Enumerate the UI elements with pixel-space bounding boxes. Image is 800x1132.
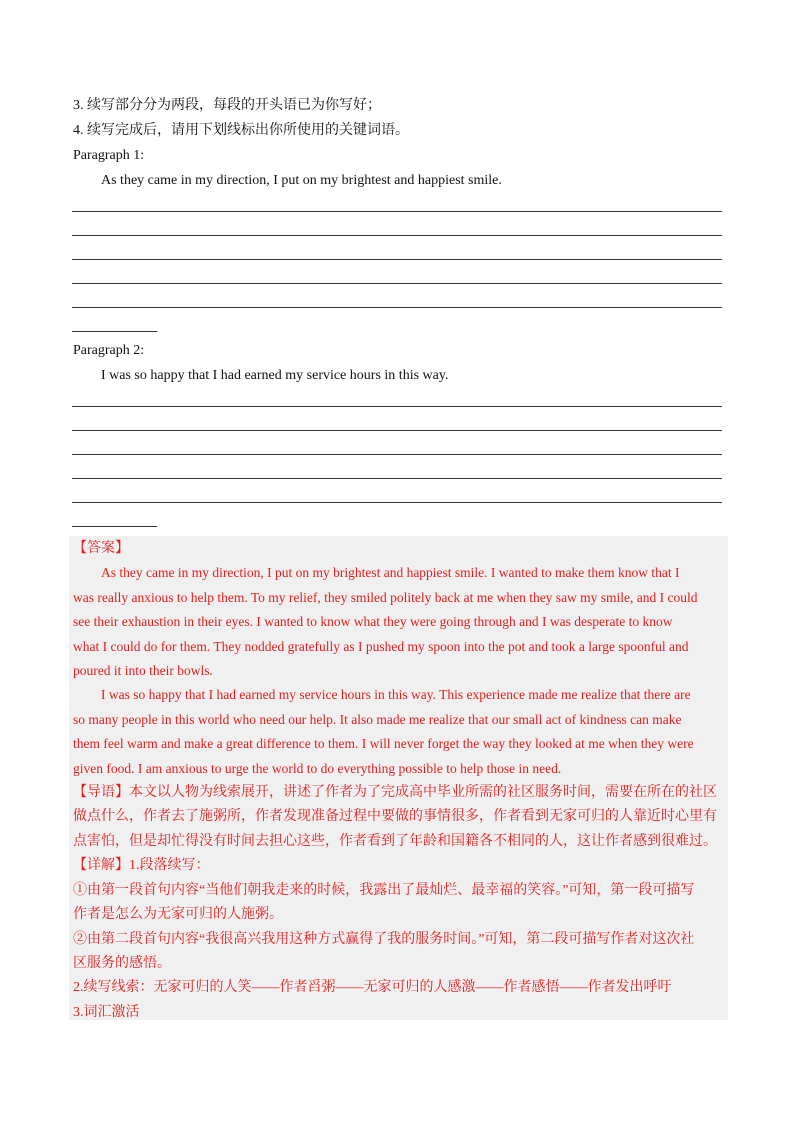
answer-p1-line: see their exhaustion in their eyes. I wanted to know what they were going through and I was desperate to know	[73, 614, 673, 630]
writing-line	[72, 283, 722, 284]
detail-line: ②由第二段首句内容“我很高兴我用这种方式赢得了我的服务时间。”可知，第二段可描写作者对这次社	[73, 931, 695, 947]
paragraph2-label: Paragraph 2:	[73, 343, 145, 358]
answer-p1-line: was really anxious to help them. To my relief, they smiled politely back at me when they saw my smile, and I could	[73, 589, 698, 605]
answer-content	[73, 537, 723, 1025]
answer-p2-line: given food. I am anxious to urge the world to do everything possible to help those in need.	[73, 760, 562, 776]
writing-line	[72, 211, 722, 212]
answer-p1-line: poured it into their bowls.	[73, 663, 213, 679]
writing-line	[72, 259, 722, 260]
guide-line: 【导语】本文以人物为线索展开，讲述了作者为了完成高中毕业所需的社区服务时间，需要在所在的社区	[73, 785, 717, 801]
guide-line: 做点什么，作者去了施粥所，作者发现准备过程中要做的事情很多，作者看到无家可归的人靠近时心里有	[73, 809, 717, 825]
detail-line: 2.续写线索：无家可归的人笑——作者舀粥——无家可归的人感激——作者感悟——作者发出呼吁	[73, 980, 672, 996]
detail-line: 作者是怎么为无家可归的人施粥。	[73, 907, 283, 923]
writing-line	[72, 235, 722, 236]
writing-line-short	[72, 331, 157, 332]
writing-line-short	[72, 526, 157, 527]
detail-line: 【详解】1.段落续写：	[73, 858, 210, 874]
writing-line	[72, 502, 722, 503]
answer-p2-line: I was so happy that I had earned my service hours in this way. This experience made me realize that there are	[101, 687, 691, 703]
paragraph1-opening: As they came in my direction, I put on my brightest and happiest smile.	[101, 173, 502, 188]
writing-line	[72, 406, 722, 407]
detail-line: ①由第一段首句内容“当他们朝我走来的时候，我露出了最灿烂、最幸福的笑容。”可知，第一段可描写	[73, 882, 695, 898]
answer-p1-line: As they came in my direction, I put on my brightest and happiest smile. I wanted to make them know that I	[101, 565, 680, 581]
writing-line	[72, 430, 722, 431]
answer-p2-line: so many people in this world who need our help. It also made me realize that our small act of kindness can make	[73, 711, 682, 727]
instruction-3: 3. 续写部分分为两段，每段的开头语已为你写好；	[73, 98, 381, 113]
writing-line	[72, 478, 722, 479]
answer-p2-line: them feel warm and make a great difference to them. I will never forget the way they looked at me when they were	[73, 736, 694, 752]
instruction-4: 4. 续写完成后，请用下划线标出你所使用的关键词语。	[73, 123, 409, 138]
writing-line	[72, 454, 722, 455]
detail-line: 3.词汇激活	[73, 1004, 140, 1020]
detail-line: 区服务的感悟。	[73, 955, 171, 971]
paragraph1-label: Paragraph 1:	[73, 148, 145, 163]
writing-line	[72, 307, 722, 308]
paragraph2-opening: I was so happy that I had earned my service hours in this way.	[101, 368, 449, 383]
answer-p1-line: what I could do for them. They nodded gratefully as I pushed my spoon into the pot and took a large spoonful and	[73, 638, 689, 654]
answer-heading: 【答案】	[73, 541, 129, 556]
guide-line: 点害怕，但是却忙得没有时间去担心这些，作者看到了年龄和国籍各不相同的人，这让作者感到很难过。	[73, 833, 717, 849]
